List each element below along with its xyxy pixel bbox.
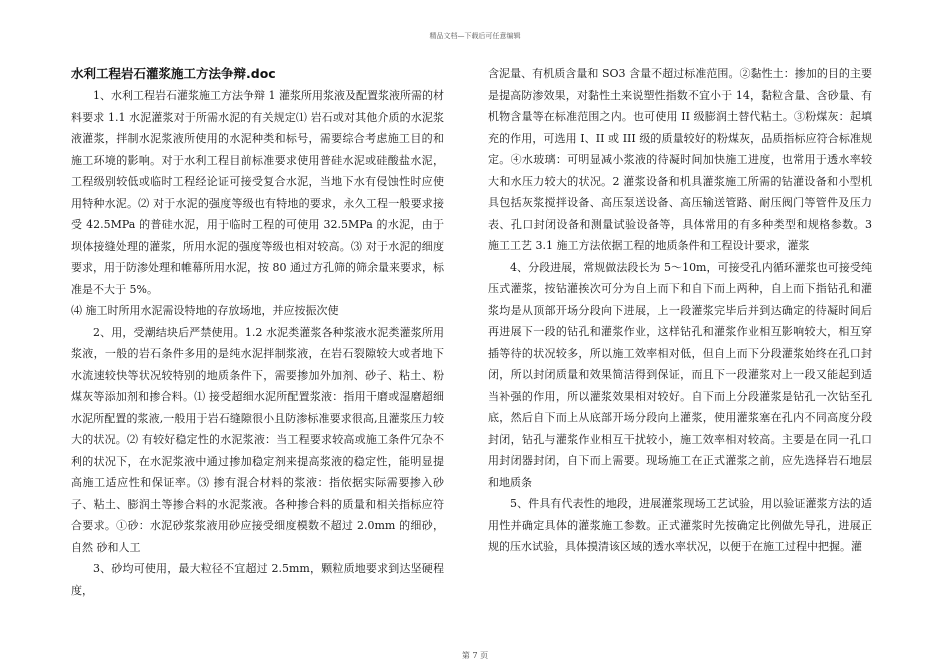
left-text-column [71, 63, 444, 638]
paragraph-1: 1、水利工程岩石灌浆施工方法争辩 1 灌浆所用浆液及配置浆液所需的材料要求 1.1 水泥灌浆对于所需水泥的有关规定⑴ 岩石或对其他介质的水泥浆液灌浆，拌制水泥浆液所使用的水泥种类和标号，需要综合考虑施工目的和施工环境的影响。对于水利工程目前标准要求使用普硅水泥或硅酸盐水泥，工程级别较低或临时工程经论证可接受复合水泥，当地下水有侵蚀性时应使用特种水泥。⑵ 对于水泥的强度等级也有特地的要求，永久工程一般要求接受 42.5MPa 的普硅水泥，用于临时工程的可使用 32.5MPa 的水泥，由于坝体接缝处理的灌浆，所用水泥的强度等级也相对较高。⑶ 对于水泥的细度要求，用于防渗处理和帷幕所用水泥，按 80 通过方孔筛的筛余量来要求，标准是不大于 5%。 [71, 89, 444, 296]
document-title: 水利工程岩石灌浆施工方法争辩.doc [71, 66, 276, 81]
paragraph-3: 3、砂均可使用，最大粒径不宜超过 2.5mm，颗粒质地要求到达坚硬程度， [71, 562, 444, 597]
right-text-column [488, 63, 872, 638]
paragraph-1-continuation: ⑷ 施工时所用水泥需设特地的存放场地，并应按振次使 [71, 304, 339, 317]
paragraph-5: 5、件具有代表性的地段，进展灌浆现场工艺试验，用以验证灌浆方法的适用性并确定具体的灌浆施工参数。正式灌浆时先按确定比例做先导孔，进展正规的压水试验，具体摸清该区域的透水率状况，以便于在施工过程中把握。灌 [488, 497, 872, 553]
paragraph-4: 4、分段进展，常规做法段长为 5～10m，可接受孔内循环灌浆也可接受纯压式灌浆，按钻灌挨次可分为自上而下和自下而上两种，自上而下指钻孔和灌浆均是从顶部开场分段向下进展，上一段灌浆完毕后并到达确定的待凝时间后再进展下一段的钻孔和灌浆作业，这样钻孔和灌浆作业相互影响较大，相互穿插等待的状况较多，所以施工效率相对低，但自上而下分段灌浆始终在孔口封闭，所以封闭质量和效果简洁得到保证，而且下一段灌浆对上一段又能起到适当补强的作用，所以灌浆效果相对较好。自下而上分段灌浆是钻孔一次钻至孔底，然后自下而上从底部开场分段向上灌浆，使用灌浆塞在孔内不同高度分段封闭，钻孔与灌浆作业相互干扰较小，施工效率相对较高。主要是在同一孔口用封闭器封闭，自下而上需要。现场施工在正式灌浆之前，应先选择岩石地层和地质条 [488, 260, 872, 489]
page-number: 第 7 页 [461, 651, 489, 660]
page-header-note: 精品文档—下载后可任意编辑 [429, 32, 521, 40]
paragraph-3-continuation: 含泥量、有机质含量和 SO3 含量不超过标准范围。②黏性土：掺加的目的主要是提高防渗效果，对黏性土来说塑性指数不宜小于 14，黏粒含量、含砂量、有机物含量等在标准范围之内。也可使用 II 级膨润土替代粘土。③粉煤灰：起填充的作用，可选用 I、II 或 III 级的质量较好的粉煤灰，品质指标应符合标准规定。④水玻璃：可明显减小浆液的待凝时间加快施工进度，也常用于透水率较大和水压力较大的状况。2 灌浆设备和机具灌浆施工所需的钻灌设备和小型机具包括灰浆搅拌设备、高压泵送设备、高压输送管路、耐压阀门等管件及压力表、孔口封闭设备和测量试验设备等，具体常用的有多种类型和规格参数。3 施工工艺 3.1 施工方法依据工程的地质条件和工程设计要求，灌浆 [488, 67, 872, 252]
paragraph-2: 2、用，受潮结块后严禁使用。1.2 水泥类灌浆各种浆液水泥类灌浆所用浆液，一般的岩石条件多用的是纯水泥拌制浆液，在岩石裂隙较大或者地下水流速较快等状况较特别的地质条件下，需要掺加外加剂、砂子、粘土、粉煤灰等添加剂和掺合料。⑴ 接受超细水泥所配置浆液：指用干磨或湿磨超细水泥所配置的浆液,一般用于岩石缝隙很小且防渗标准要求很高,且灌浆压力较大的状况。⑵ 有较好稳定性的水泥浆液：当工程要求较高或施工条件冗杂不利的状况下，在水泥浆液中通过掺加稳定剂来提高浆液的稳定性，能明显提高施工适应性和保证率。⑶ 掺有混合材料的浆液：指依据实际需要掺入砂子、粘土、膨润土等掺合料的水泥浆液。各种掺合料的质量和相关指标应符合要求。①砂：水泥砂浆浆液用砂应接受细度模数不超过 2.0mm 的细砂，自然 砂和人工 [71, 325, 444, 554]
